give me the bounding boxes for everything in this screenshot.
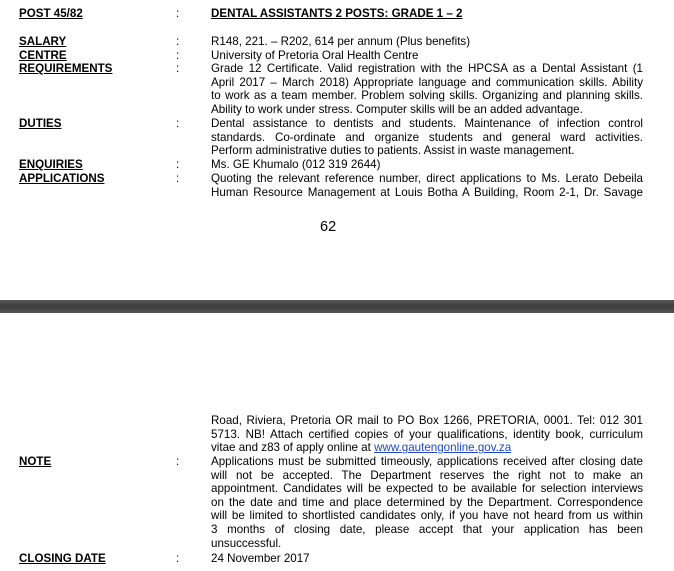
duties-line: standards. Co-ordinate and organize students and general ward activities. bbox=[211, 130, 643, 144]
applications-line: Human Resource Management at Louis Botha A Building, Room 2-1, Dr. Savage bbox=[211, 185, 643, 199]
note-line: 3 months of closing date, please accept that your application has been bbox=[211, 522, 643, 536]
post-colon: : bbox=[176, 7, 180, 20]
enquiries-colon: : bbox=[176, 158, 180, 171]
note-line: will not be accepted. The Department reserves the right not to make an bbox=[211, 468, 643, 482]
gautengonline-link[interactable]: www.gautengonline.gov.za bbox=[374, 441, 512, 455]
applications-line bbox=[211, 441, 643, 455]
applications-line: Quoting the relevant reference number, direct applications to Ms. Lerato Debeila bbox=[211, 172, 643, 185]
closing-date-colon: : bbox=[176, 552, 180, 565]
requirements-label: REQUIREMENTS bbox=[19, 62, 113, 75]
requirements-line: Ability to work under stress. Computer skills will be an added advantage. bbox=[211, 102, 583, 116]
note-text bbox=[211, 455, 643, 550]
applications-line-text: vitae and z83 of apply online at bbox=[211, 441, 375, 455]
document-page-2 bbox=[0, 313, 674, 571]
requirements-line: to work as a team member. Problem solving skills. Organizing and planning skills. bbox=[211, 89, 643, 103]
enquiries-label: ENQUIRIES bbox=[19, 158, 83, 171]
applications-label: APPLICATIONS bbox=[19, 172, 105, 185]
duties-text bbox=[211, 117, 643, 158]
note-label: NOTE bbox=[19, 455, 52, 468]
page-number: 62 bbox=[320, 219, 337, 235]
enquiries-value: Ms. GE Khumalo (012 319 2644) bbox=[211, 158, 381, 171]
requirements-text bbox=[211, 62, 643, 116]
applications-text bbox=[211, 172, 643, 199]
note-line: on the date and time and place determined by the Department. Correspondence bbox=[211, 495, 643, 509]
salary-value: R148, 221. – R202, 614 per annum (Plus benefits) bbox=[211, 35, 471, 48]
closing-date-label: CLOSING DATE bbox=[19, 552, 106, 565]
centre-value: University of Pretoria Oral Health Centre bbox=[211, 49, 419, 62]
note-line: will be limited to shortlisted candidates only, if you have not heard from us within bbox=[211, 509, 643, 523]
duties-label: DUTIES bbox=[19, 117, 62, 130]
requirements-line: Grade 12 Certificate. Valid registration with the HPCSA as a Dental Assistant (1 bbox=[211, 62, 643, 75]
post-number: POST 45/82 bbox=[19, 7, 83, 20]
note-line: unsuccessful. bbox=[211, 536, 282, 550]
centre-label: CENTRE bbox=[19, 49, 67, 62]
post-title: DENTAL ASSISTANTS 2 POSTS: GRADE 1 – 2 bbox=[211, 7, 463, 20]
requirements-colon: : bbox=[176, 62, 180, 75]
closing-date-value: 24 November 2017 bbox=[211, 552, 310, 565]
note-line: appointment. Candidates will be expected to be available for selection interviews bbox=[211, 482, 643, 496]
applications-colon: : bbox=[176, 172, 180, 185]
note-colon: : bbox=[176, 455, 180, 468]
duties-line: Dental assistance to dentists and students. Maintenance of infection control bbox=[211, 117, 643, 130]
applications-continued-text bbox=[211, 414, 643, 455]
applications-line: 5713. NB! Attach certified copies of your qualifications, identity book, curriculum bbox=[211, 427, 643, 441]
applications-line: Road, Riviera, Pretoria OR mail to PO Box 1266, PRETORIA, 0001. Tel: 012 301 bbox=[211, 414, 643, 427]
note-line: Applications must be submitted timeously, applications received after closing date bbox=[211, 455, 643, 468]
duties-colon: : bbox=[176, 117, 180, 130]
duties-line: Perform administrative duties to patients. Assist in waste management. bbox=[211, 144, 575, 158]
salary-label: SALARY bbox=[19, 35, 67, 48]
page-divider bbox=[0, 300, 674, 313]
centre-colon: : bbox=[176, 49, 180, 62]
salary-colon: : bbox=[176, 35, 180, 48]
requirements-line: April 2017 – March 2018) Appropriate language and communication skills. Ability bbox=[211, 75, 643, 89]
